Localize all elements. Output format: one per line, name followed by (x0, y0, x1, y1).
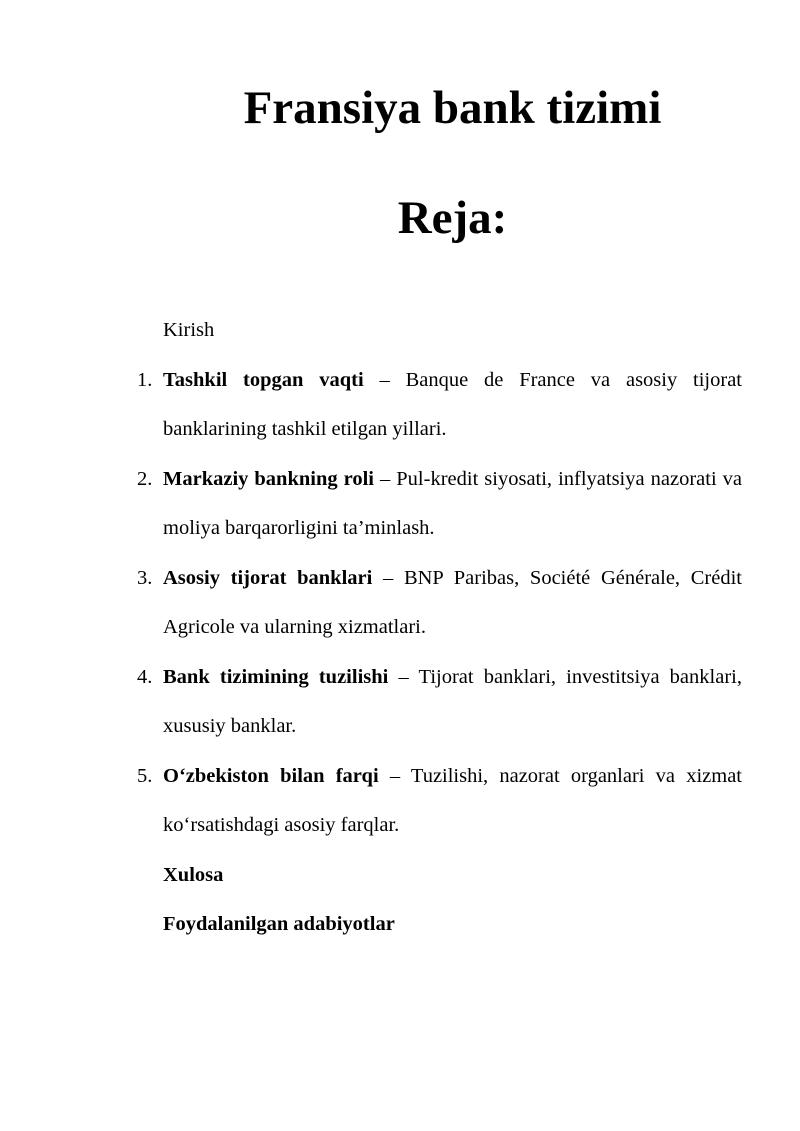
list-item (137, 455, 742, 554)
item-term: O‘zbekiston bilan farqi (163, 764, 379, 787)
item-term: Markaziy bankning roli (163, 467, 374, 490)
item-number: 1. (137, 368, 153, 391)
list-item (137, 554, 742, 653)
item-term: Bank tizimining tuzilishi (163, 665, 389, 688)
item-separator: – (378, 764, 411, 787)
intro-line: Kirish (163, 319, 215, 341)
plan-list (137, 356, 743, 851)
item-text: BNP Paribas, Société Générale, Crédit Agricole va ularning xizmatlari. (163, 566, 742, 638)
item-number: 3. (137, 566, 153, 589)
item-number: 5. (137, 764, 153, 787)
references-line: Foydalanilgan adabiyotlar (163, 913, 395, 935)
item-separator: – (388, 665, 419, 688)
item-separator: – (374, 467, 397, 490)
item-text: Banque de France va asosiy tijorat banklarining tashkil etilgan yillari. (163, 368, 743, 440)
plan-body (137, 306, 743, 950)
item-term: Tashkil topgan vaqti (163, 368, 364, 391)
item-text: Tuzilishi, nazorat organlari va xizmat ko‘rsatishdagi asosiy farqlar. (163, 764, 742, 836)
item-separator: – (372, 566, 404, 589)
document-title: Fransiya bank tizimi (243, 82, 662, 134)
item-term: Asosiy tijorat banklari (163, 566, 373, 589)
conclusion-line: Xulosa (163, 863, 224, 886)
item-text: Pul-kredit siyosati, inflyatsiya nazorati va moliya barqarorligini ta’minlash. (163, 467, 742, 539)
plan-heading: Reja: (397, 192, 508, 244)
list-item (137, 752, 742, 851)
item-number: 2. (137, 467, 153, 490)
list-item (137, 356, 743, 455)
list-item (137, 653, 742, 752)
item-separator: – (363, 368, 406, 391)
item-text: Tijorat banklari, investitsiya banklari, xususiy banklar. (163, 665, 742, 737)
item-number: 4. (137, 665, 153, 688)
